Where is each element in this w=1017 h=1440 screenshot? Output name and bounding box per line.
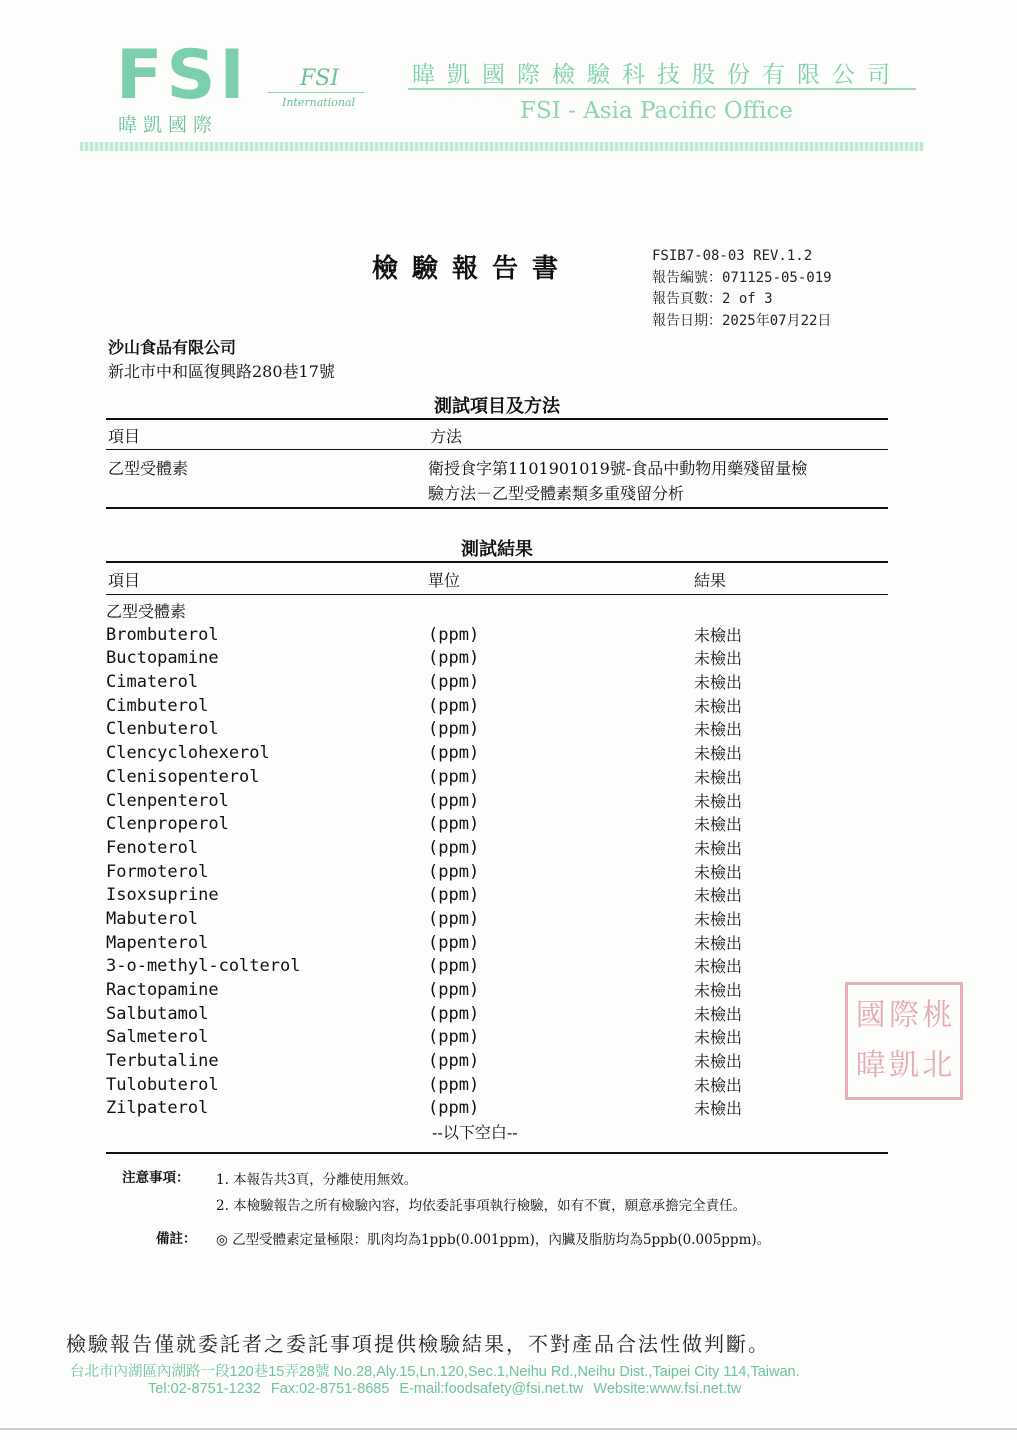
results-rule-top — [106, 561, 888, 563]
seal-glyph: 際 — [888, 998, 919, 1033]
seal-glyphs — [854, 991, 954, 1091]
result-row — [106, 1026, 888, 1050]
company-seal — [845, 982, 963, 1100]
result-unit: (ppm) — [428, 932, 480, 953]
result-name: Isoxsuprine — [106, 885, 219, 906]
result-value: 未檢出 — [694, 791, 743, 811]
result-row — [106, 647, 888, 671]
result-rows — [106, 624, 888, 1121]
result-value: 未檢出 — [694, 838, 743, 858]
result-name: Buctopamine — [106, 648, 219, 669]
result-value: 未檢出 — [694, 981, 743, 1000]
result-unit: (ppm) — [428, 837, 480, 858]
result-unit: (ppm) — [428, 790, 480, 811]
page-bottom-line — [0, 1428, 1017, 1430]
result-name: Salbutamol — [106, 1003, 209, 1024]
result-name: Cimaterol — [106, 672, 199, 693]
result-value: 未檢出 — [694, 649, 743, 669]
result-name: 3-o-methyl-colterol — [106, 956, 301, 977]
result-value: 未檢出 — [694, 744, 743, 764]
client-block — [108, 336, 335, 384]
result-unit: (ppm) — [428, 908, 480, 929]
result-row — [106, 861, 888, 885]
result-unit: (ppm) — [428, 1051, 480, 1072]
results-group-label: 乙型受體素 — [106, 602, 187, 621]
result-name: Clenisopenterol — [106, 766, 260, 787]
result-name: Cimbuterol — [106, 695, 209, 716]
result-name: Ractopamine — [106, 980, 219, 1000]
report-title: 檢驗報告書 — [372, 254, 573, 284]
result-unit: (ppm) — [428, 980, 480, 1000]
result-row — [106, 790, 888, 814]
result-row — [106, 932, 888, 956]
result-row — [106, 813, 888, 837]
seal-glyph: 暐 — [855, 1048, 886, 1083]
seal-glyph: 北 — [922, 1048, 953, 1083]
results-col-item: 項目 — [108, 571, 141, 590]
result-value: 未檢出 — [694, 767, 743, 787]
result-row — [106, 624, 888, 648]
results-end-marker: --以下空白-- — [432, 1123, 518, 1143]
result-row — [106, 1097, 888, 1121]
result-unit: (ppm) — [428, 766, 480, 787]
result-unit: (ppm) — [428, 695, 480, 716]
result-row — [106, 955, 888, 979]
result-row — [106, 884, 888, 908]
client-address: 新北市中和區復興路280巷17號 — [108, 362, 335, 381]
result-value: 未檢出 — [694, 1004, 743, 1024]
result-row — [106, 1074, 888, 1098]
result-value: 未檢出 — [694, 673, 743, 693]
seal-glyph: 桃 — [922, 998, 953, 1033]
results-rule-bottom — [106, 1152, 888, 1154]
result-unit: (ppm) — [428, 624, 480, 645]
result-row — [106, 1050, 888, 1074]
header-band — [80, 142, 924, 151]
result-name: Zilpaterol — [106, 1098, 209, 1119]
note-item-1: 1. 本報告共3頁，分離使用無效。 — [216, 1172, 418, 1188]
result-unit: (ppm) — [428, 648, 480, 669]
result-name: Clencyclohexerol — [106, 743, 270, 764]
result-unit: (ppm) — [428, 1027, 480, 1048]
result-name: Terbutaline — [106, 1051, 219, 1072]
result-unit: (ppm) — [428, 672, 480, 693]
result-unit: (ppm) — [428, 1074, 480, 1095]
result-name: Clenbuterol — [106, 719, 219, 740]
methods-col-method: 方法 — [430, 427, 463, 446]
result-row — [106, 718, 888, 742]
result-row — [106, 908, 888, 932]
results-rule-mid — [106, 594, 888, 595]
result-value: 未檢出 — [694, 862, 743, 882]
results-col-result: 結果 — [694, 571, 727, 590]
fsi-logo-chinese: 暐凱國際 — [118, 114, 219, 136]
fsi-international-word: International — [282, 96, 355, 109]
result-row — [106, 979, 888, 1003]
note-item-2: 2. 本檢驗報告之所有檢驗內容，均依委託事項執行檢驗，如有不實，願意承擔完全責任。 — [216, 1198, 747, 1214]
company-name-chinese: 暐凱國際檢驗科技股份有限公司 — [412, 62, 902, 88]
result-value: 未檢出 — [694, 815, 743, 835]
methods-col-item: 項目 — [108, 427, 141, 446]
result-value: 未檢出 — [694, 696, 743, 716]
notes-label: 注意事項： — [122, 1170, 190, 1186]
result-value: 未檢出 — [694, 1052, 743, 1072]
result-row — [106, 695, 888, 719]
fsi-international-script: FSI — [300, 66, 340, 91]
report-number: 報告編號：071125-05-019 — [652, 269, 832, 286]
result-unit: (ppm) — [428, 1098, 480, 1119]
result-value: 未檢出 — [694, 1099, 743, 1119]
company-name-rule — [408, 88, 916, 90]
client-name: 沙山食品有限公司 — [108, 338, 237, 357]
result-name: Tulobuterol — [106, 1074, 219, 1095]
result-name: Fenoterol — [106, 837, 199, 858]
seal-glyph: 國 — [855, 998, 886, 1033]
methods-method: 衛授食字第1101901019號-食品中動物用藥殘留量檢 驗方法－乙型受體素類多重殘留分析 — [428, 459, 808, 503]
fsi-logo: FSI — [116, 36, 249, 115]
result-name: Mapenterol — [106, 932, 209, 953]
methods-heading: 測試項目及方法 — [434, 396, 560, 417]
results-col-unit: 單位 — [428, 571, 461, 590]
methods-rule-mid — [106, 449, 888, 450]
result-name: Formoterol — [106, 861, 209, 882]
result-unit: (ppm) — [428, 1003, 480, 1024]
result-row — [106, 742, 888, 766]
result-name: Clenproperol — [106, 814, 229, 835]
company-name-english: FSI - Asia Pacific Office — [520, 98, 793, 124]
result-value: 未檢出 — [694, 886, 743, 906]
result-row — [106, 766, 888, 790]
result-value: 未檢出 — [694, 957, 743, 977]
result-unit: (ppm) — [428, 814, 480, 835]
result-unit: (ppm) — [428, 719, 480, 740]
result-name: Clenpenterol — [106, 790, 229, 811]
result-value: 未檢出 — [694, 720, 743, 740]
logo-divider — [268, 92, 364, 93]
result-unit: (ppm) — [428, 743, 480, 764]
result-row — [106, 671, 888, 695]
methods-rule-bottom — [106, 507, 888, 509]
methods-rule-top — [106, 418, 888, 420]
results-table — [106, 600, 888, 1145]
result-unit: (ppm) — [428, 885, 480, 906]
remark-text: ◎ 乙型受體素定量極限：肌肉均為1ppb(0.001ppm)，內臟及脂肪均為5ppb(0.005ppm)。 — [216, 1232, 771, 1248]
footer-disclaimer: 檢驗報告僅就委託者之委託事項提供檢驗結果，不對產品合法性做判斷。 — [66, 1332, 770, 1356]
footer-contact: Tel:02-8751-1232 Fax:02-8751-8685 E-mail:foodsafety@fsi.net.tw Website:www.fsi.net.tw — [148, 1381, 742, 1397]
result-value: 未檢出 — [694, 625, 743, 645]
results-heading: 測試結果 — [461, 539, 533, 560]
result-name: Brombuterol — [106, 624, 219, 645]
result-unit: (ppm) — [428, 956, 480, 977]
result-unit: (ppm) — [428, 861, 480, 882]
result-value: 未檢出 — [694, 1075, 743, 1095]
seal-glyph: 凱 — [888, 1048, 919, 1083]
result-value: 未檢出 — [694, 933, 743, 953]
form-code: FSIB7-08-03 REV.1.2 — [652, 248, 813, 264]
report-date: 報告日期：2025年07月22日 — [652, 312, 832, 329]
result-row — [106, 837, 888, 861]
methods-item: 乙型受體素 — [108, 459, 189, 478]
remark-label: 備註： — [156, 1231, 197, 1247]
footer-address: 台北市內湖區內湖路一段120巷15弄28號 No.28,Aly.15,Ln.120,Sec.1,Neihu Rd.,Neihu Dist.,Taipei City 114,Taiwan. — [70, 1364, 800, 1380]
result-row — [106, 1003, 888, 1027]
result-name: Salmeterol — [106, 1027, 209, 1048]
result-value: 未檢出 — [694, 1028, 743, 1048]
report-pages: 報告頁數：2 of 3 — [652, 291, 773, 307]
report-meta — [652, 246, 832, 332]
result-name: Mabuterol — [106, 908, 199, 929]
result-value: 未檢出 — [694, 909, 743, 929]
